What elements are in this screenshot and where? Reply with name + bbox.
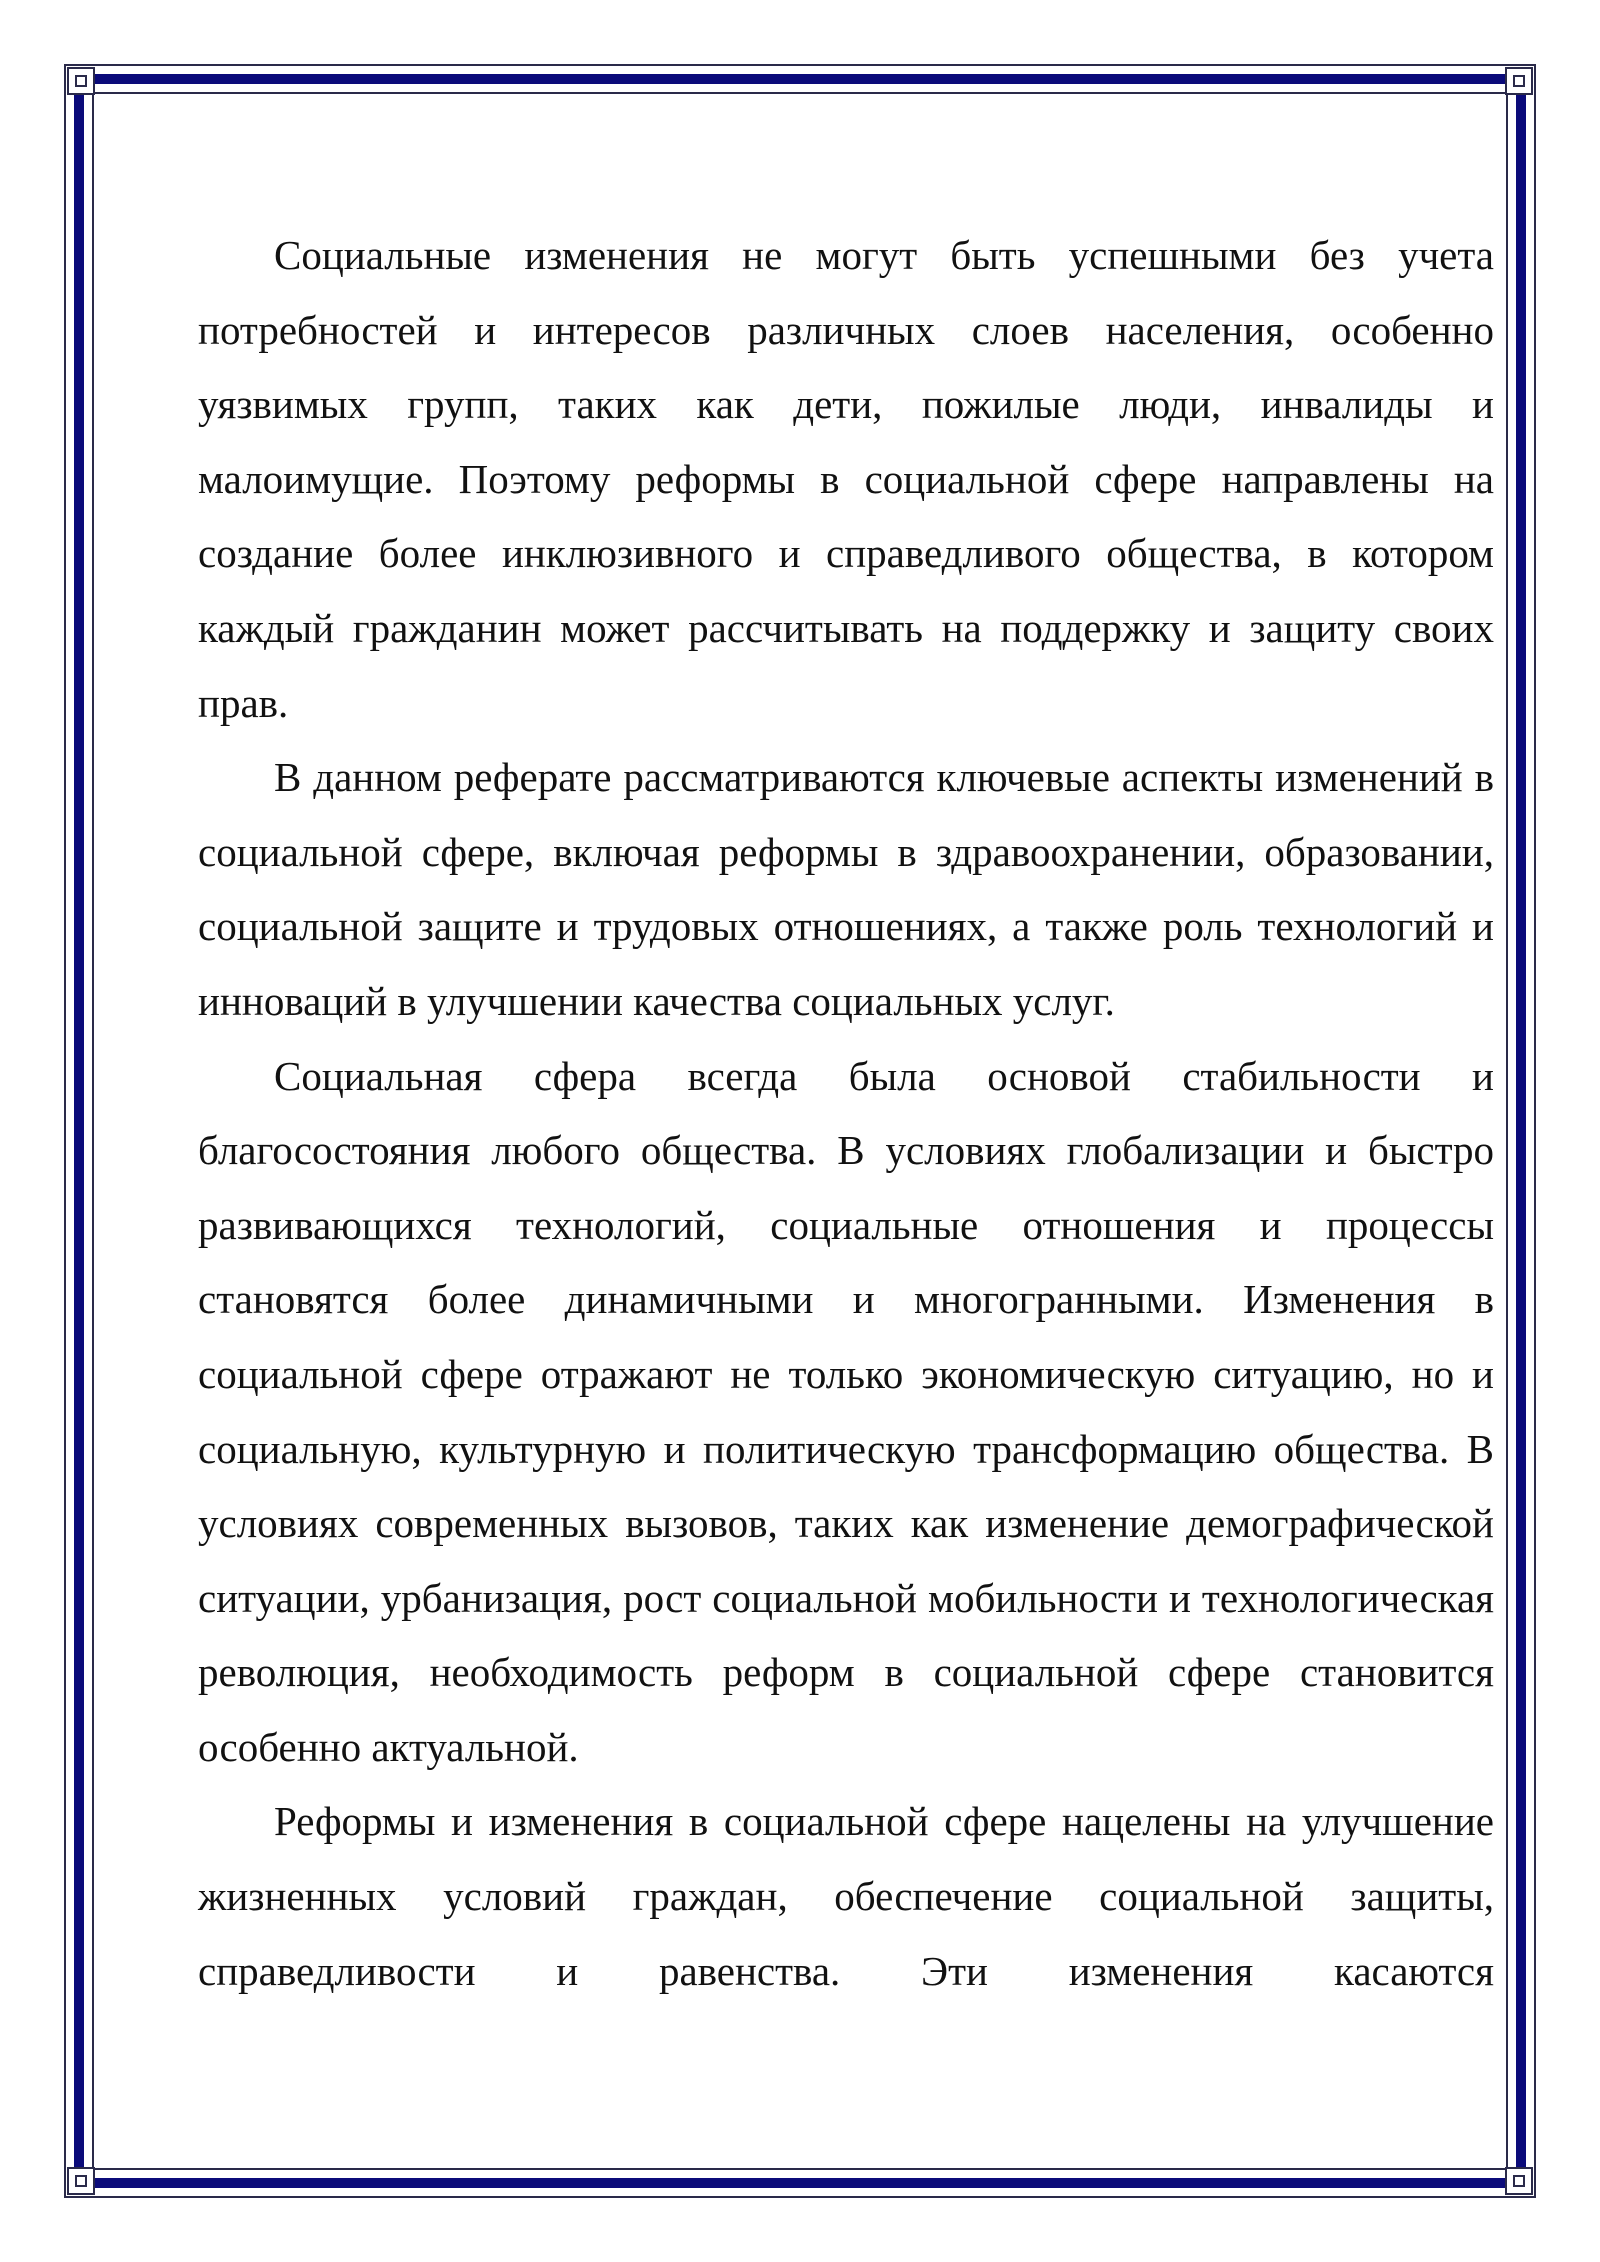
- paragraph: Реформы и изменения в социальной сфере нацелены на улучшение жизненных условий граждан, обеспечение социальной защиты, справедливости и равенства. Эти изменения касаются: [198, 1798, 1494, 1994]
- corner-ornament-bottom-right: [1502, 2164, 1536, 2198]
- document-body: [198, 218, 1494, 2008]
- corner-ornament-top-left: [64, 64, 98, 98]
- corner-ornament-top-right: [1502, 64, 1536, 98]
- paragraph: В данном реферате рассматриваются ключевые аспекты изменений в социальной сфере, включая реформы в здравоохранении, образовании, социальной защите и трудовых отношениях, а также роль технологий и инноваций в улучшении качества социальных услуг.: [198, 754, 1494, 1024]
- paragraph: Социальные изменения не могут быть успешными без учета потребностей и интересов различных слоев населения, особенно уязвимых групп, таких как дети, пожилые люди, инвалиды и малоимущие. Поэтому реформы в социальной сфере направлены на создание более инклюзивного и справедливого общества, в котором каждый гражданин может рассчитывать на поддержку и защиту своих прав.: [198, 232, 1494, 726]
- paragraph: Социальная сфера всегда была основой стабильности и благосостояния любого общества. В условиях глобализации и быстро развивающихся технологий, социальные отношения и процессы становятся более динамичными и многогранными. Изменения в социальной сфере отражают не только экономическую ситуацию, но и социальную, культурную и политическую трансформацию общества. В условиях современных вызовов, таких как изменение демографической ситуации, урбанизация, рост социальной мобильности и технологическая революция, необходимость реформ в социальной сфере становится особенно актуальной.: [198, 1052, 1494, 1770]
- corner-ornament-bottom-left: [64, 2164, 98, 2198]
